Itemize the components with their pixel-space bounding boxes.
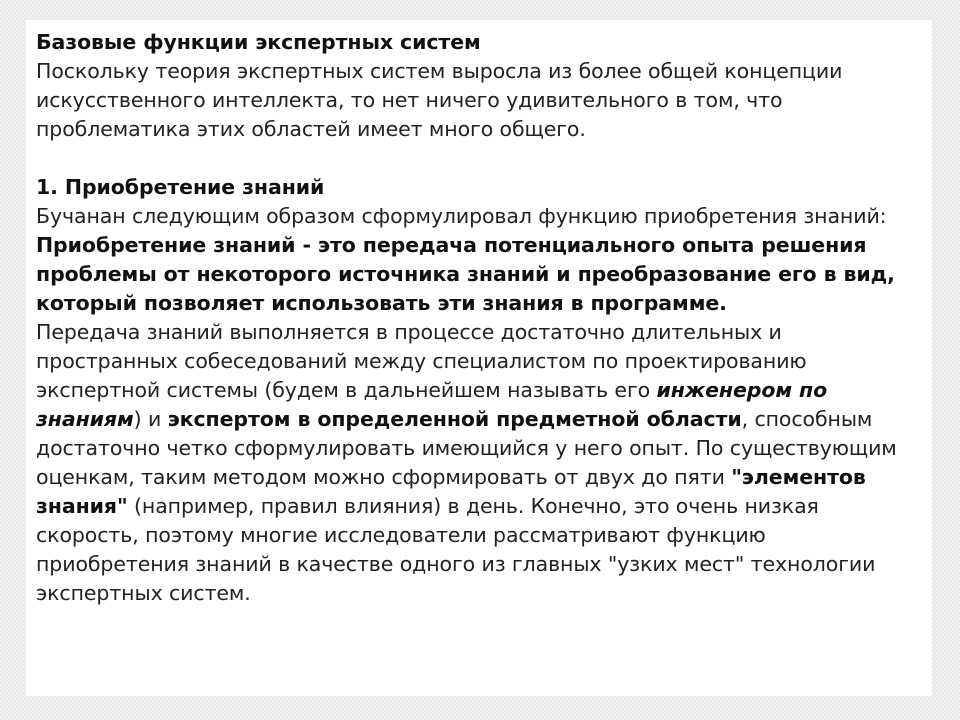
slide-content (26, 20, 932, 696)
body-text-4: (например, правил влияния) в день. Конечно, это очень низкая скорость, поэтому многие исследователи рассматривают функцию приобретения знаний в качестве одного из главных "узких мест" технологии экспертных систем. (36, 494, 876, 605)
text-block (36, 28, 922, 144)
body-text-3: , способным достаточно четко сформулировать имеющийся у него опыт. По существующим оценкам, таким методом можно сформировать от двух до пяти (36, 407, 897, 489)
page-title: Базовые функции экспертных систем (36, 30, 481, 54)
section-block (36, 173, 922, 608)
body-text-2: ) и (133, 407, 168, 431)
section-heading: 1. Приобретение знаний (36, 175, 325, 199)
section-intro: Бучанан следующим образом сформулировал функцию приобретения знаний: (36, 204, 887, 228)
term-knowledge-engineer: инженером по знаниям (36, 378, 828, 431)
term-knowledge-elements: "элементов знания" (36, 465, 866, 518)
term-domain-expert: экспертом в определенной предметной области (167, 407, 742, 431)
body-text-1: Передача знаний выполняется в процессе достаточно длительных и пространных собеседований между специалистом по проектированию экспертной системы (будем в дальнейшем называть его (36, 320, 807, 402)
definition-text: Приобретение знаний - это передача потенциального опыта решения проблемы от некоторого источника знаний и преобразование его в вид, который позволяет использовать эти знания в программе. (36, 233, 895, 315)
intro-text: Поскольку теория экспертных систем выросла из более общей концепции искусственного интеллекта, то нет ничего удивительного в том, что проблематика этих областей имеет много общего. (36, 59, 843, 141)
